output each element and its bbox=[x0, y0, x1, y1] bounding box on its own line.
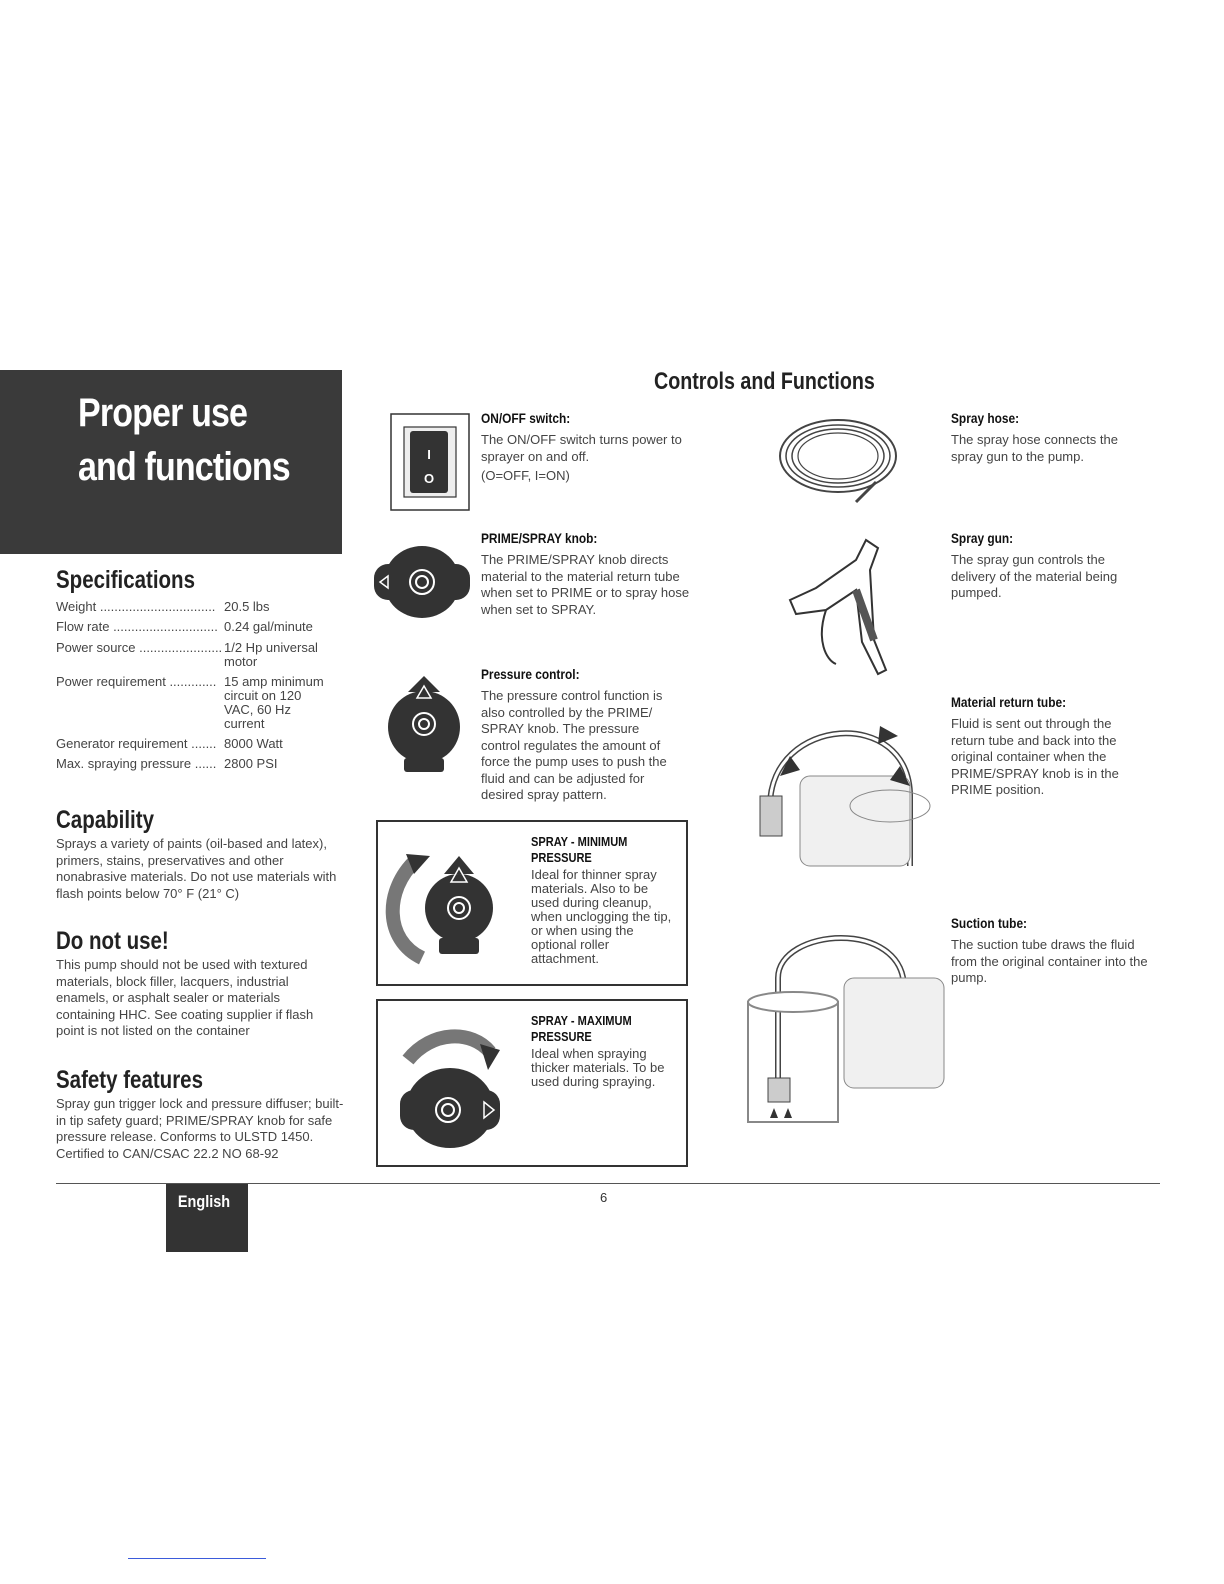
spray-maximum-text: Ideal when spraying thicker materials. To be used during spraying. bbox=[531, 1046, 665, 1089]
safety-heading: Safety features bbox=[56, 1066, 203, 1094]
spray-minimum-illustration bbox=[384, 830, 504, 980]
safety-text: Spray gun trigger lock and pressure diffuser; built-in tip safety guard; PRIME/SPRAY knob for safe pressure release. Conforms to ULSTD 1450. Certified to CAN/CSAC 22.2 NO 68-92 bbox=[56, 1096, 344, 1161]
capability-text: Sprays a variety of paints (oil-based and latex), primers, stains, preservatives and other nonabrasive materials. Do not use materials with flash points below 70° F (21° C) bbox=[56, 836, 337, 901]
pressure-control-label: Pressure control: bbox=[481, 666, 580, 682]
controls-heading: Controls and Functions bbox=[654, 368, 875, 395]
spray-gun-illustration bbox=[786, 530, 906, 680]
spray-hose-text: The spray hose connects the spray gun to the pump. bbox=[951, 432, 1118, 464]
language-tab: English bbox=[166, 1184, 248, 1252]
suction-tube-text: The suction tube draws the fluid from the original container into the pump. bbox=[951, 937, 1148, 985]
capability-heading: Capability bbox=[56, 806, 154, 834]
prime-spray-text: The PRIME/SPRAY knob directs material to the material return tube when set to PRIME or to spray hose when set to SPRAY. bbox=[481, 552, 690, 617]
on-off-legend: (O=OFF, I=ON) bbox=[481, 468, 570, 483]
svg-text:O: O bbox=[423, 471, 435, 486]
svg-text:I: I bbox=[427, 447, 431, 462]
return-tube-label: Material return tube: bbox=[951, 694, 1067, 710]
on-off-label: ON/OFF switch: bbox=[481, 410, 571, 426]
spray-minimum-label: SPRAY - MINIMUM PRESSURE bbox=[531, 834, 628, 865]
return-tube-illustration bbox=[740, 696, 950, 876]
suction-tube-illustration bbox=[744, 918, 954, 1132]
do-not-use-heading: Do not use! bbox=[56, 927, 169, 955]
spray-hose-label: Spray hose: bbox=[951, 410, 1020, 426]
on-off-text: The ON/OFF switch turns power to sprayer on and off. bbox=[481, 432, 682, 464]
spray-minimum-text: Ideal for thinner spray materials. Also to be used during cleanup, when unclogging the tip, or when using the optional roller attachment. bbox=[531, 867, 672, 966]
bottom-link-line bbox=[128, 1558, 266, 1559]
return-tube-text: Fluid is sent out through the return tube and back into the original container when the PRIME/SPRAY knob is in the PRIME position. bbox=[951, 716, 1119, 797]
spray-hose-illustration bbox=[776, 410, 906, 510]
pressure-control-text: The pressure control function is also controlled by the PRIME/ SPRAY knob. The pressure control regulates the amount of force the pump uses to push the fluid and can be adjusted for desired spray pattern. bbox=[481, 688, 667, 802]
prime-spray-knob-illustration bbox=[372, 540, 472, 620]
pressure-control-illustration bbox=[384, 672, 464, 776]
spray-gun-text: The spray gun controls the delivery of the material being pumped. bbox=[951, 552, 1118, 600]
suction-tube-label: Suction tube: bbox=[951, 915, 1028, 931]
on-off-switch-illustration bbox=[390, 413, 470, 511]
do-not-use-text: This pump should not be used with textured materials, block filler, lacquers, industrial enamels, or asphalt sealer or materials containing HHC. See coating supplier if flash point is not listed on the container bbox=[56, 957, 314, 1038]
specifications-heading: Specifications bbox=[56, 566, 195, 594]
page-number: 6 bbox=[600, 1190, 608, 1205]
prime-spray-label: PRIME/SPRAY knob: bbox=[481, 530, 598, 546]
spray-maximum-label: SPRAY - MAXIMUM PRESSURE bbox=[531, 1013, 632, 1044]
spray-maximum-illustration bbox=[392, 1020, 512, 1160]
page-title: Proper use and functions bbox=[78, 391, 290, 489]
spray-gun-label: Spray gun: bbox=[951, 530, 1014, 546]
